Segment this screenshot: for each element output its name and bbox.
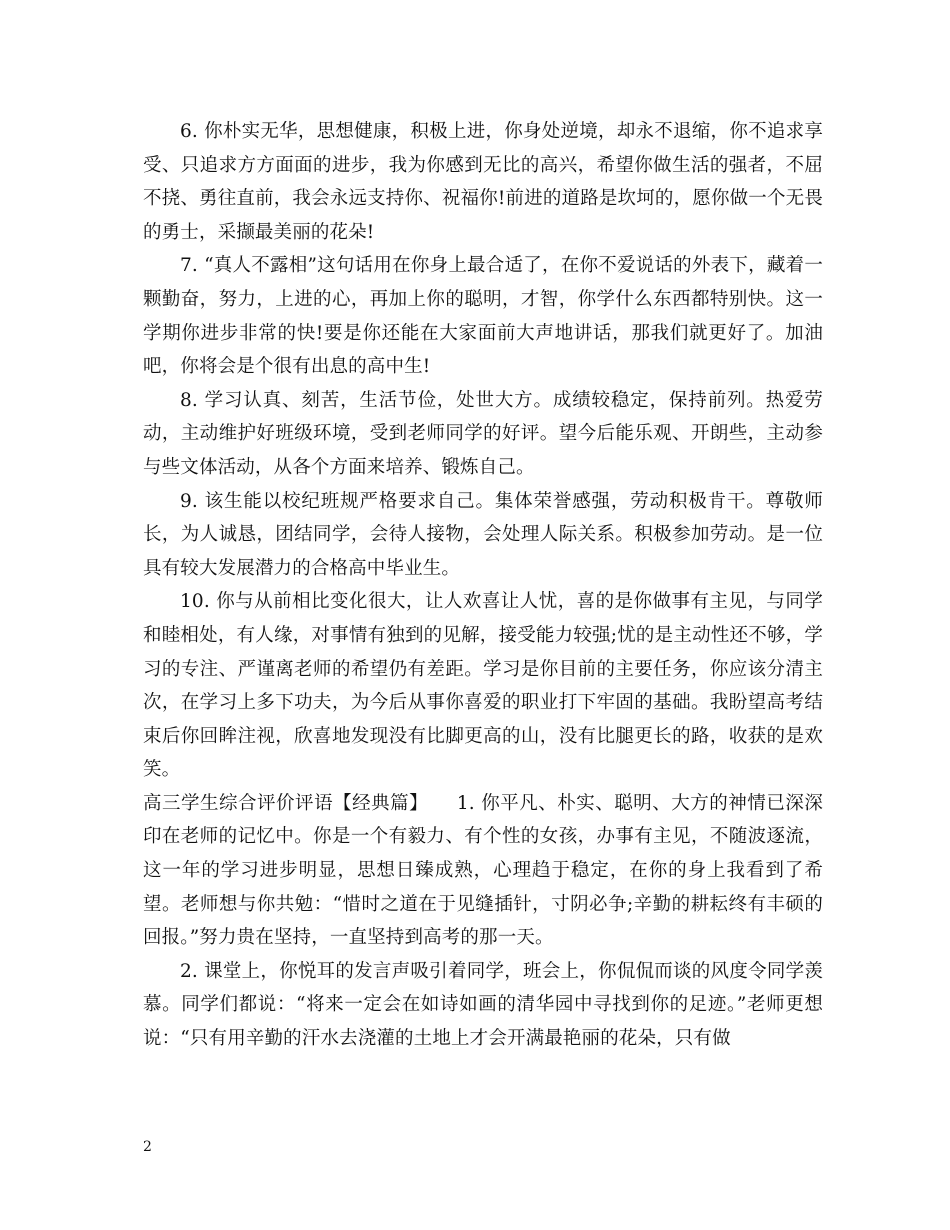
paragraph-8: 8. 学习认真、刻苦，生活节俭，处世大方。成绩较稳定，保持前列。热爱劳动，主动维护好班级环境，受到老师同学的好评。望今后能乐观、开朗些，主动参与些文体活动，从各个方面来培养、锻炼自己。 — [143, 389, 823, 478]
paragraph-9: 9. 该生能以校纪班规严格要求自己。集体荣誉感强，劳动积极肯干。尊敬师长，为人诚恳，团结同学，会待人接物，会处理人际关系。积极参加劳动。是一位具有较大发展潜力的合格高中毕业生。 — [143, 490, 823, 579]
paragraph-2: 2. 课堂上，你悦耳的发言声吸引着同学，班会上，你侃侃而谈的风度令同学羡慕。同学们都说：“将来一定会在如诗如画的清华园中寻找到你的足迹。”老师更想说：“只有用辛勤的汗水去浇灌的土地上才会开满最艳丽的花朵，只有做 — [143, 960, 823, 1050]
paragraph-10: 10. 你与从前相比变化很大，让人欢喜让人忧，喜的是你做事有主见，与同学和睦相处，有人缘，对事情有独到的见解，接受能力较强;忧的是主动性还不够，学习的专注、严谨离老师的希望仍有差距。学习是你目前的主要任务，你应该分清主次，在学习上多下功夫，为今后从事你喜爱的职业打下牢固的基础。我盼望高考结束后你回眸注视，欣喜地发现没有比脚更高的山，没有比腿更长的路，收获的是欢笑。 — [143, 591, 823, 781]
page-number: 2 — [143, 1139, 152, 1155]
paragraph-6: 6. 你朴实无华，思想健康，积极上进，你身处逆境，却永不退缩，你不追求享受、只追求方方面面的进步，我为你感到无比的高兴，希望你做生活的强者，不屈不挠、勇往直前，我会永远支持你、祝福你!前进的道路是坎坷的，愿你做一个无畏的勇士，采撷最美丽的花朵! — [143, 121, 823, 243]
paragraph-7: 7. “真人不露相”这句话用在你身上最合适了，在你不爱说话的外表下，藏着一颗勤奋，努力，上进的心，再加上你的聪明，才智，你学什么东西都特别快。这一学期你进步非常的快!要是你还能在大家面前大声地讲话，那我们就更好了。加油吧，你将会是个很有出息的高中生! — [143, 255, 823, 378]
document-body — [143, 115, 823, 1056]
section-heading-paragraph: 高三学生综合评价评语【经典篇】 1. 你平凡、朴实、聪明、大方的神情已深深印在老师的记忆中。你是一个有毅力、有个性的女孩，办事有主见，不随波逐流，这一年的学习进步明显，思想日臻成熟，心理趋于稳定，在你的身上我看到了希望。老师想与你共勉：“惜时之道在于见缝插针，寸阴必争;辛勤的耕耘终有丰硕的回报。”努力贵在坚持，一直坚持到高考的那一天。 — [143, 792, 823, 949]
